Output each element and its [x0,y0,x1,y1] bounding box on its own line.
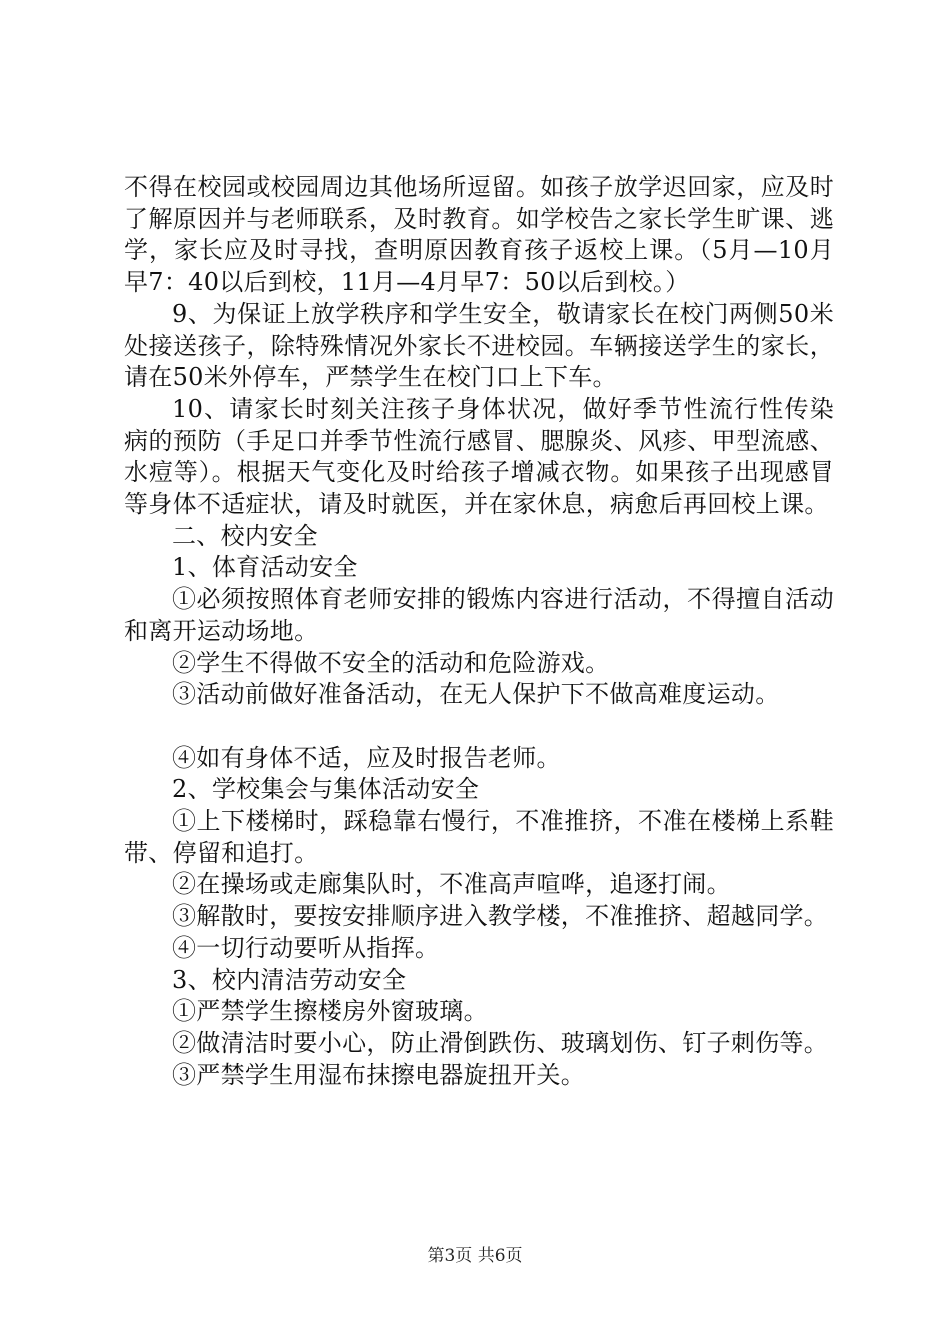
list-item: ③活动前做好准备活动，在无人保护下不做高难度运动。 [172,680,780,709]
paragraph-item-10: 10、请家长时刻关注孩子身体状况，做好季节性流行性传染病的预防（手足口并季节性流行感冒、腮腺炎、风疹、甲型流感、水痘等）。根据天气变化及时给孩子增减衣物。如果孩子出现感冒等身体不适症状，请及时就医，并在家休息，病愈后再回校上课。 [124,394,834,519]
list-item: ②在操场或走廊集队时，不准高声喧哗，追逐打闹。 [172,870,731,899]
section-heading-campus-safety: 二、校内安全 [172,521,318,550]
subsection-heading-assembly-safety: 2、学校集会与集体活动安全 [172,775,480,804]
paragraph-item-9: 9、为保证上放学秩序和学生安全，敬请家长在校门两侧50米处接送孩子，除特殊情况外家长不进校园。车辆接送学生的家长，请在50米外停车，严禁学生在校门口上下车。 [124,299,834,392]
list-item: ③解散时，要按安排顺序进入教学楼，不准推挤、超越同学。 [172,902,829,931]
blank-line [124,711,834,743]
list-item: ①上下楼梯时，踩稳靠右慢行，不准推挤，不准在楼梯上系鞋带、停留和追打。 [124,807,834,867]
list-item: ①严禁学生擦楼房外窗玻璃。 [172,997,488,1026]
page-footer [0,1241,950,1266]
subsection-heading-sports-safety: 1、体育活动安全 [172,553,358,582]
list-item: ①必须按照体育老师安排的锻炼内容进行活动，不得擅自活动和离开运动场地。 [124,585,834,645]
list-item: ④如有身体不适，应及时报告老师。 [172,743,561,772]
list-item: ②做清洁时要小心，防止滑倒跌伤、玻璃划伤、钉子刺伤等。 [172,1028,829,1057]
subsection-heading-cleaning-safety: 3、校内清洁劳动安全 [172,965,407,994]
list-item: ②学生不得做不安全的活动和危险游戏。 [172,648,610,677]
list-item: ③严禁学生用湿布抹擦电器旋扭开关。 [172,1060,586,1089]
paragraph-continuation: 不得在校园或校园周边其他场所逗留。如孩子放学迟回家，应及时了解原因并与老师联系，及时教育。如学校告之家长学生旷课、逃学，家长应及时寻找，查明原因教育孩子返校上课。（5月—10月早7：40以后到校，11月—4月早7：50以后到校。） [124,173,834,297]
list-item: ④一切行动要听从指挥。 [172,933,440,962]
document-body [124,172,834,1091]
page-number-label: 第3页 共6页 [427,1246,523,1266]
